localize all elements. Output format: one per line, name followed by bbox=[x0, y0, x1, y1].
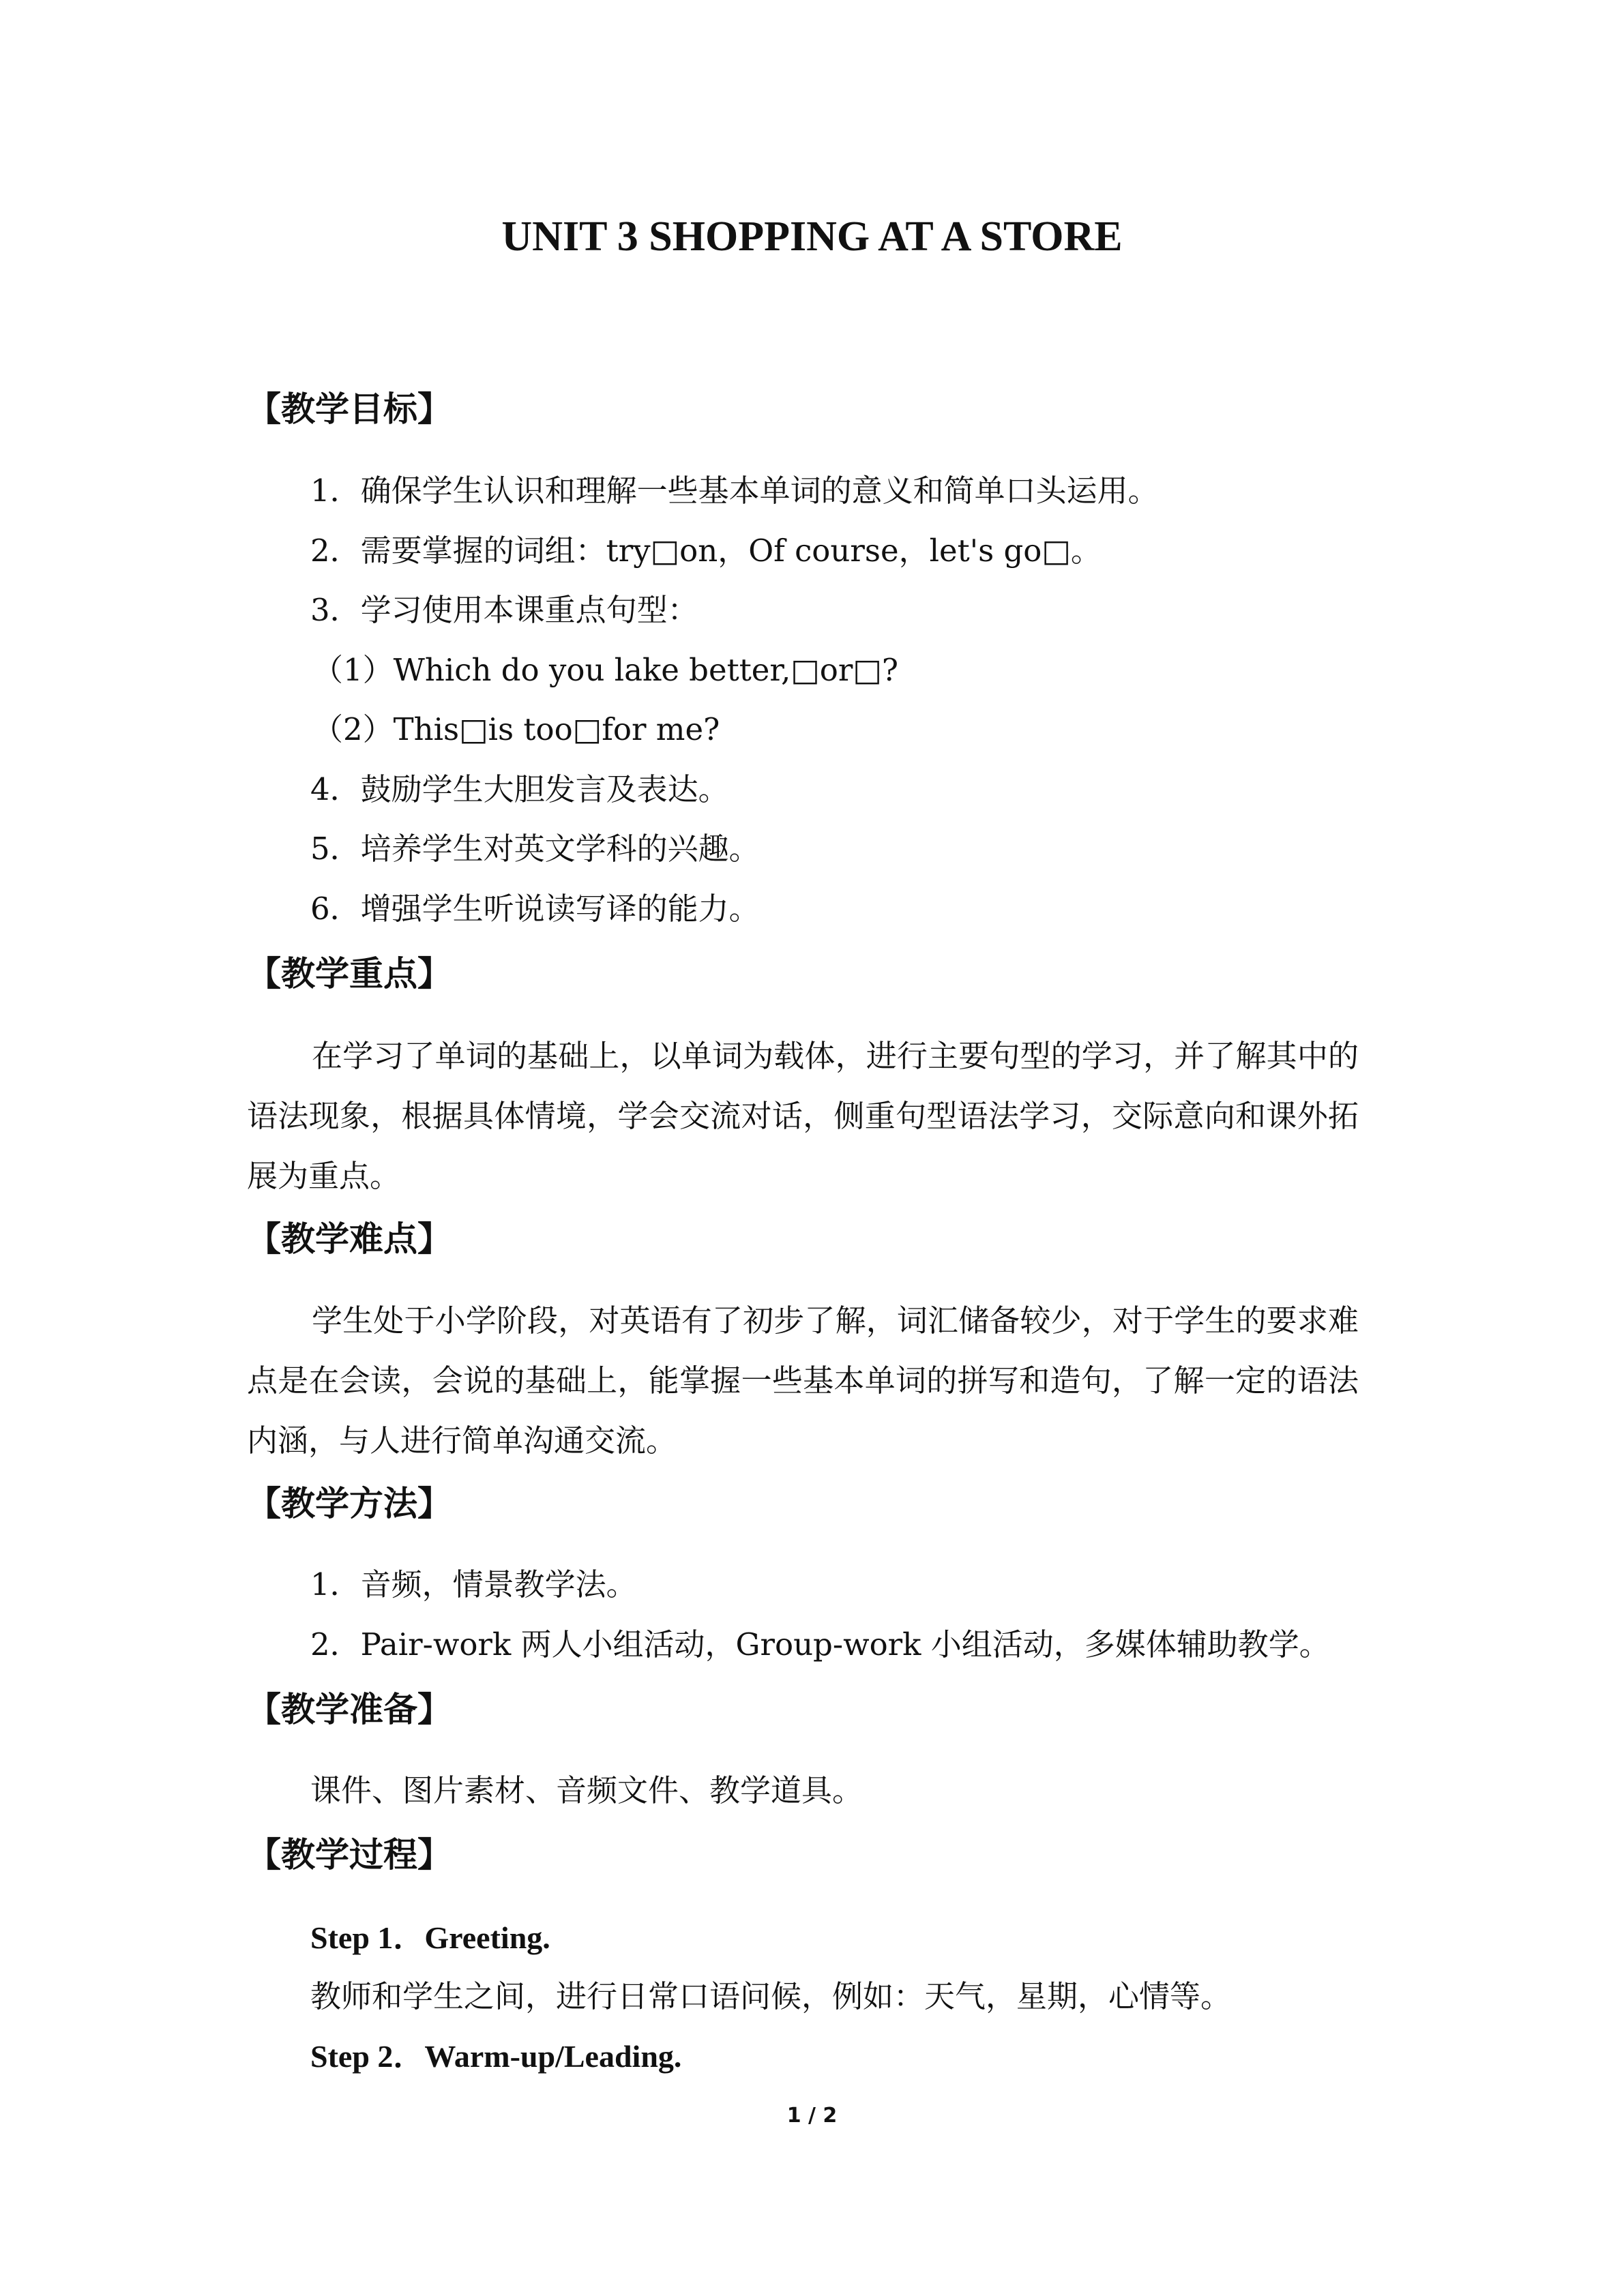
key-points-text: 在学习了单词的基础上，以单词为载体，进行主要句型的学习，并了解其中的语法现象，根据具体情境，学会交流对话，侧重句型语法学习，交际意向和课外拓展为重点。 bbox=[247, 1038, 1359, 1194]
step-2-title: Step 2．Warm-up/Leading. bbox=[310, 2039, 682, 2074]
method-item-1: 1．音频，情景教学法。 bbox=[310, 1566, 637, 1602]
goal-item-3-1: （1）Which do you lake better,□or□? bbox=[312, 652, 899, 688]
goal-item-1: 1．确保学生认识和理解一些基本单词的意义和简单口头运用。 bbox=[310, 473, 1159, 509]
preparation-text: 课件、图片素材、音频文件、教学道具。 bbox=[310, 1772, 863, 1808]
goal-item-3: 3．学习使用本课重点句型： bbox=[310, 592, 698, 628]
heading-methods: 【教学方法】 bbox=[247, 1484, 452, 1523]
step-1-text: 教师和学生之间，进行日常口语问候，例如：天气，星期，心情等。 bbox=[310, 1978, 1232, 2014]
document-title: UNIT 3 SHOPPING AT A STORE bbox=[501, 213, 1123, 260]
heading-goals: 【教学目标】 bbox=[247, 389, 452, 429]
heading-process: 【教学过程】 bbox=[247, 1835, 452, 1875]
goal-item-4: 4．鼓励学生大胆发言及表达。 bbox=[310, 771, 729, 807]
goal-item-5: 5．培养学生对英文学科的兴趣。 bbox=[310, 831, 760, 867]
heading-preparation: 【教学准备】 bbox=[247, 1690, 452, 1729]
step-1-title: Step 1．Greeting. bbox=[310, 1920, 550, 1955]
heading-difficulties: 【教学难点】 bbox=[247, 1219, 452, 1259]
goal-item-3-2: （2）This□is too□for me? bbox=[312, 711, 720, 747]
goal-item-6: 6．增强学生听说读写译的能力。 bbox=[310, 891, 760, 927]
heading-key-points: 【教学重点】 bbox=[247, 954, 452, 994]
difficulties-text: 学生处于小学阶段，对英语有了初步了解，词汇储备较少，对于学生的要求难点是在会读，会说的基础上，能掌握一些基本单词的拼写和造句，了解一定的语法内涵，与人进行简单沟通交流。 bbox=[247, 1302, 1359, 1459]
goal-item-2: 2．需要掌握的词组：try□on，Of course，let's go□。 bbox=[310, 533, 1102, 569]
page-number: 1 / 2 bbox=[786, 2104, 838, 2128]
method-item-2: 2．Pair-work 两人小组活动，Group-work 小组活动，多媒体辅助教学。 bbox=[310, 1626, 1330, 1663]
